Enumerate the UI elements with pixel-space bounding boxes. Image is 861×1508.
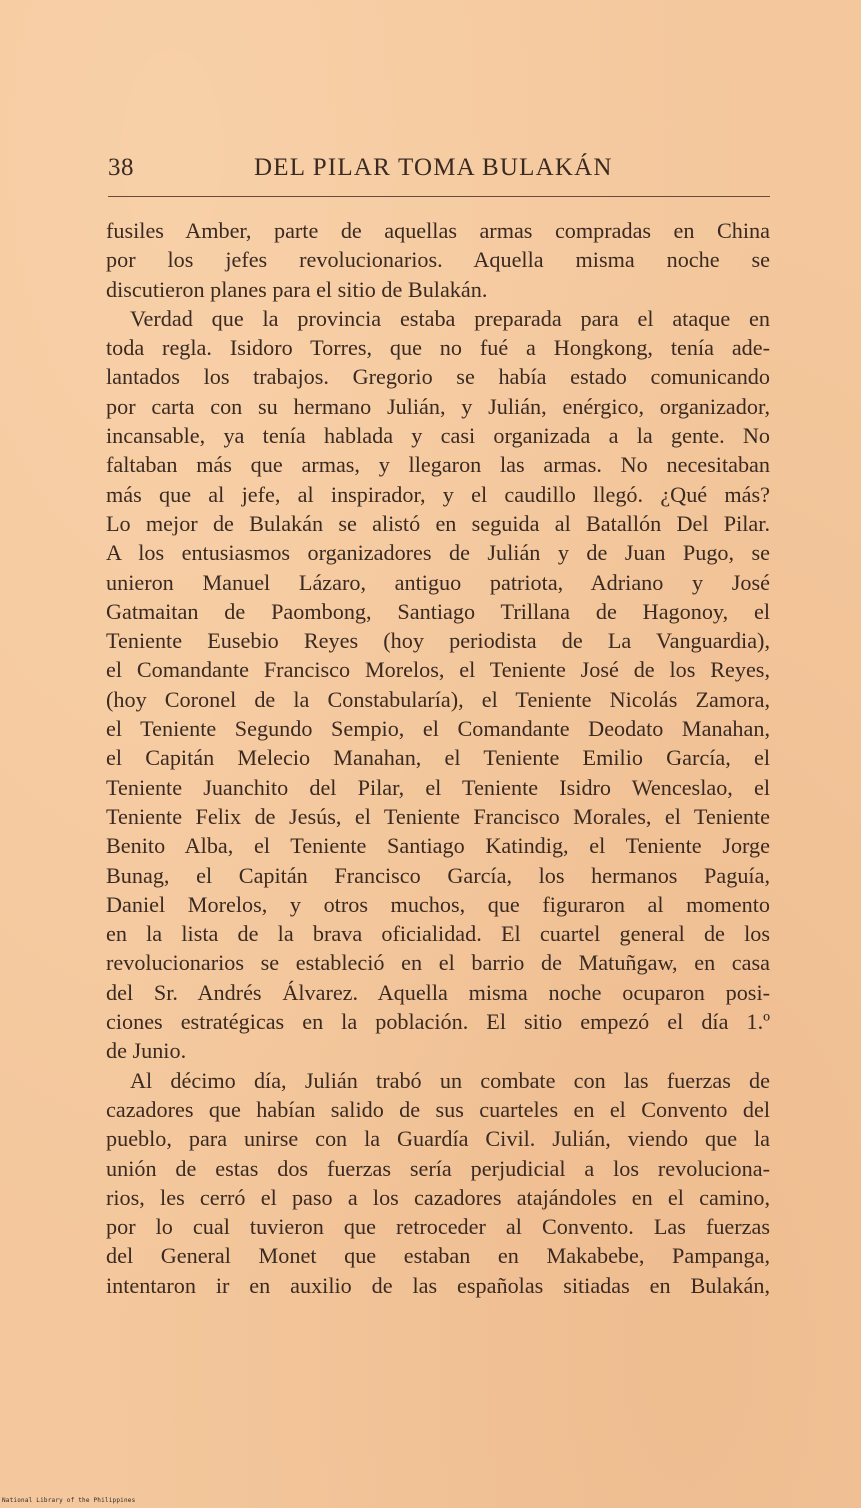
text-line: intentaron ir en auxilio de las españolas sitiadas en Bulakán, [106,1272,770,1298]
text-line: Teniente Eusebio Reyes (hoy periodista de La Vanguardia), [106,628,770,654]
text-line: incansable, ya tenía hablada y casi organizada a la gente. No [106,423,770,449]
text-line: faltaban más que armas, y llegaron las armas. No necesitaban [106,452,770,478]
text-line: A los entusiasmos organizadores de Julián y de Juan Pugo, se [106,540,770,566]
text-line: en la lista de la brava oficialidad. El cuartel general de los [106,921,770,947]
text-line: Teniente Juanchito del Pilar, el Teniente Isidro Wenceslao, el [106,774,770,800]
text-line: Verdad que la provincia estaba preparada para el ataque en [130,305,770,331]
library-credit: National Library of the Philippines [2,1497,136,1504]
text-line: más que al jefe, al inspirador, y el caudillo llegó. ¿Qué más? [106,481,770,507]
text-line: pueblo, para unirse con la Guardía Civil. Julián, viendo que la [106,1126,770,1152]
text-line: de Junio. [106,1038,187,1064]
text-line: Daniel Morelos, y otros muchos, que figuraron al momento [106,891,770,917]
text-line: por los jefes revolucionarios. Aquella misma noche se [106,247,770,273]
text-line: fusiles Amber, parte de aquellas armas compradas en China [106,218,770,243]
text-line: unieron Manuel Lázaro, antiguo patriota, Adriano y José [106,569,770,595]
text-line: toda regla. Isidoro Torres, que no fué a Hongkong, tenía ade- [106,335,770,361]
text-line: unión de estas dos fuerzas sería perjudicial a los revoluciona- [106,1155,770,1181]
running-title: DEL PILAR TOMA BULAKÁN [254,154,613,181]
text-line: revolucionarios se estableció en el barrio de Matuñgaw, en casa [106,950,770,976]
text-line: el Teniente Segundo Sempio, el Comandante Deodato Manahan, [106,716,770,742]
text-line: el Capitán Melecio Manahan, el Teniente Emilio García, el [106,745,770,771]
page-number: 38 [108,154,134,181]
text-line: por carta con su hermano Julián, y Julián, enérgico, organizador, [106,393,770,419]
text-line: Bunag, el Capitán Francisco García, los hermanos Paguía, [106,862,770,888]
text-line: rios, les cerró el paso a los cazadores atajándoles en el camino, [106,1184,770,1210]
text-line: del General Monet que estaban en Makabebe, Pampanga, [106,1243,770,1269]
text-line: Teniente Felix de Jesús, el Teniente Francisco Morales, el Teniente [106,803,770,829]
text-line: Benito Alba, el Teniente Santiago Katindig, el Teniente Jorge [106,833,770,859]
body-text [106,216,770,1300]
text-line: lantados los trabajos. Gregorio se había estado comunicando [106,364,770,390]
text-line: ciones estratégicas en la población. El sitio empezó el día 1.º [106,1009,770,1035]
text-line: cazadores que habían salido de sus cuarteles en el Convento del [106,1096,770,1122]
text-line: del Sr. Andrés Álvarez. Aquella misma noche ocuparon posi- [106,979,770,1005]
text-line: (hoy Coronel de la Constabularía), el Teniente Nicolás Zamora, [106,686,770,712]
text-line: Al décimo día, Julián trabó un combate con las fuerzas de [130,1067,770,1093]
text-line: Gatmaitan de Paombong, Santiago Trillana de Hagonoy, el [106,598,770,624]
text-line: discutieron planes para el sitio de Bulakán. [106,276,488,302]
text-line: Lo mejor de Bulakán se alistó en seguida al Batallón Del Pilar. [106,510,770,536]
text-line: el Comandante Francisco Morelos, el Teniente José de los Reyes, [106,657,770,683]
header-rule [108,196,770,197]
running-head [108,150,768,186]
text-line: por lo cual tuvieron que retroceder al Convento. Las fuerzas [106,1214,770,1240]
